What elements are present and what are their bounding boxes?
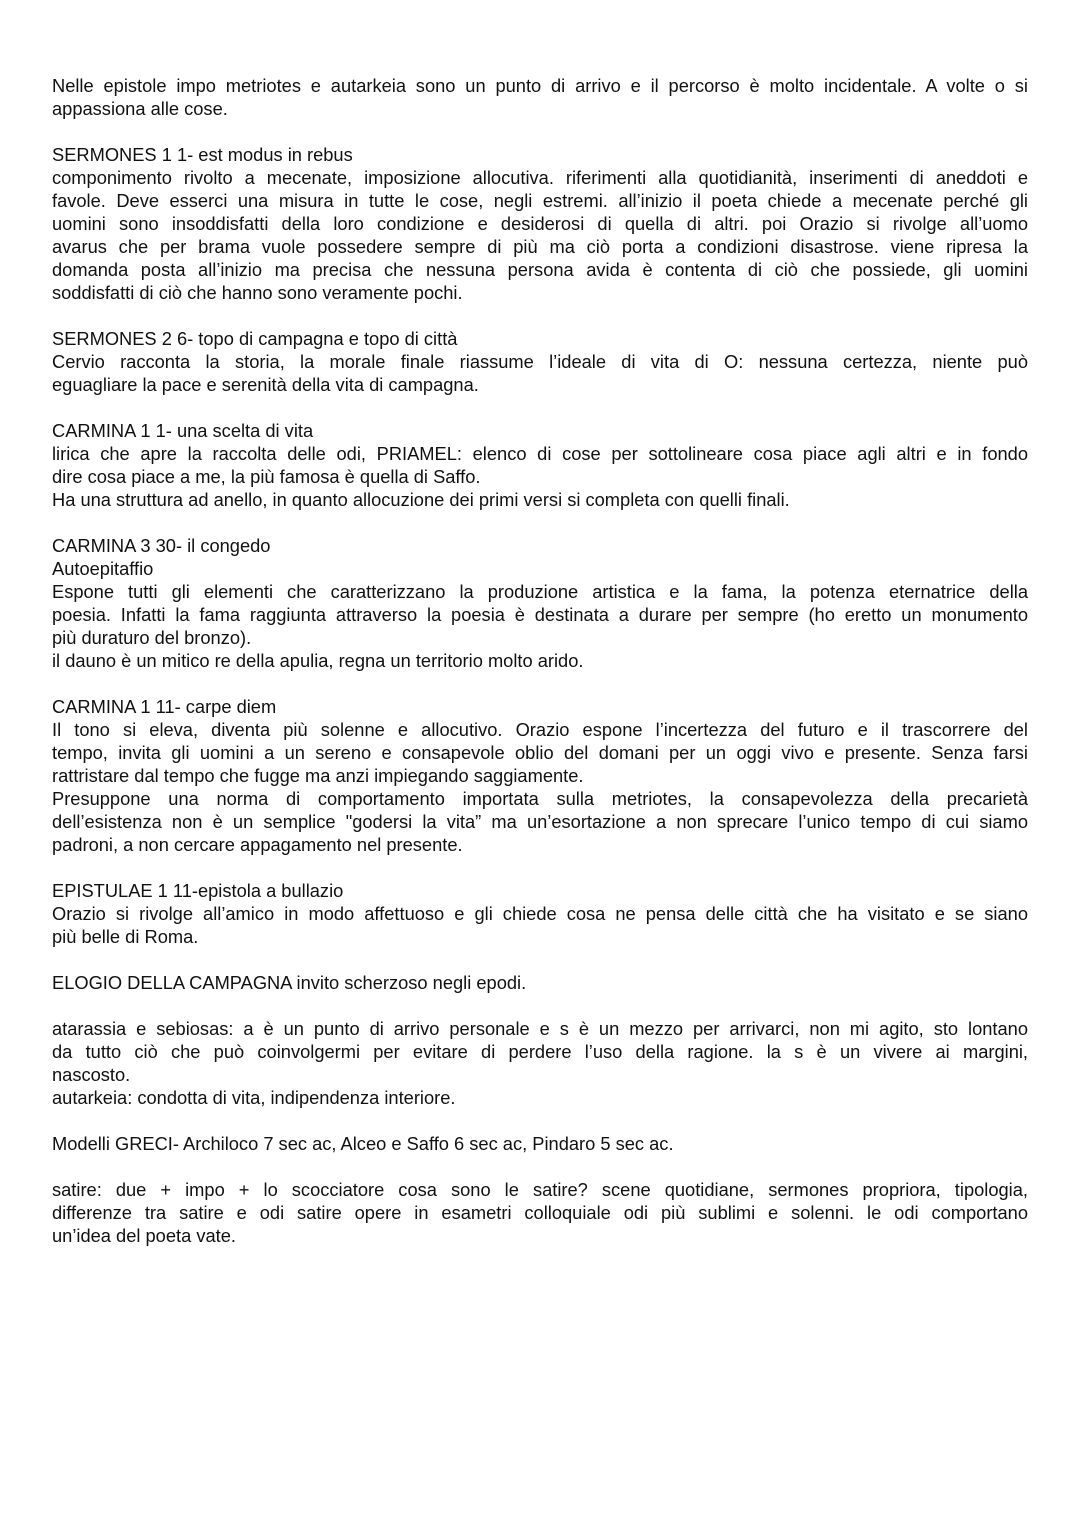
section-heading: SERMONES 2 6- topo di campagna e topo di città <box>52 328 458 349</box>
text-line: satire: due + impo + lo scocciatore cosa sono le satire? scene quotidiane, sermones propriora, tipologia, <box>52 1179 1028 1200</box>
text-line: uomini sono insoddisfatti della loro condizione e desiderosi di quella di altri. poi Orazio si rivolge all’uomo <box>52 213 1028 234</box>
text-line: Ha una struttura ad anello, in quanto allocuzione dei primi versi si completa con quelli finali. <box>52 489 790 510</box>
text-line: nascosto. <box>52 1064 131 1085</box>
text-line: un’idea del poeta vate. <box>52 1225 236 1246</box>
text-line: avarus che per brama vuole possedere sempre di più ma ciò porta a condizioni disastrose. viene ripresa la <box>52 236 1028 257</box>
text-line: rattristare dal tempo che fugge ma anzi impiegando saggiamente. <box>52 765 584 786</box>
section-heading: EPISTULAE 1 11-epistola a bullazio <box>52 880 344 901</box>
text-line: dire cosa piace a me, la più famosa è quella di Saffo. <box>52 466 481 487</box>
text-line: eguagliare la pace e serenità della vita di campagna. <box>52 374 479 395</box>
text-line: poesia. Infatti la fama raggiunta attraverso la poesia è destinata a durare per sempre (ho eretto un monumento <box>52 604 1028 625</box>
text-line: Nelle epistole impo metriotes e autarkeia sono un punto di arrivo e il percorso è molto incidentale. A volte o si <box>52 75 1028 96</box>
section-epistulae-1-11 <box>52 879 1028 948</box>
section-heading: CARMINA 3 30- il congedo <box>52 535 271 556</box>
section-carmina-3-30 <box>52 534 1028 672</box>
section-elogio-campagna <box>52 971 1028 994</box>
text-line: Presuppone una norma di comportamento importata sulla metriotes, la consapevolezza della precarietà <box>52 788 1028 809</box>
text-line: Autoepitaffio <box>52 558 154 579</box>
text-line: da tutto ciò che può coinvolgermi per evitare di perdere l’uso della ragione. la s è un vivere ai margini, <box>52 1041 1028 1062</box>
text-line: atarassia e sebiosas: a è un punto di arrivo personale e s è un mezzo per arrivarci, non mi agito, sto lontano <box>52 1018 1028 1039</box>
section-sermones-2-6 <box>52 327 1028 396</box>
text-line: ELOGIO DELLA CAMPAGNA invito scherzoso negli epodi. <box>52 972 527 993</box>
section-heading: SERMONES 1 1- est modus in rebus <box>52 144 353 165</box>
text-line: Orazio si rivolge all’amico in modo affettuoso e gli chiede cosa ne pensa delle città che ha visitato e se siano <box>52 903 1028 924</box>
text-line: appassiona alle cose. <box>52 98 228 119</box>
text-line: favole. Deve esserci una misura in tutte le cose, negli estremi. all’inizio il poeta chiede a mecenate perché gli <box>52 190 1028 211</box>
text-line: padroni, a non cercare appagamento nel presente. <box>52 834 463 855</box>
text-line: soddisfatti di ciò che hanno sono veramente pochi. <box>52 282 463 303</box>
text-line: differenze tra satire e odi satire opere in esametri colloquiale odi più sublimi e solenni. le odi comportano <box>52 1202 1028 1223</box>
text-line: autarkeia: condotta di vita, indipendenza interiore. <box>52 1087 456 1108</box>
section-heading: CARMINA 1 1- una scelta di vita <box>52 420 314 441</box>
text-line: Espone tutti gli elementi che caratterizzano la produzione artistica e la fama, la potenza eternatrice della <box>52 581 1028 602</box>
text-line: più belle di Roma. <box>52 926 199 947</box>
section-carmina-1-11 <box>52 695 1028 856</box>
text-line: lirica che apre la raccolta delle odi, PRIAMEL: elenco di cose per sottolineare cosa piace agli altri e in fondo <box>52 443 1028 464</box>
section-heading: CARMINA 1 11- carpe diem <box>52 696 277 717</box>
section-carmina-1-1 <box>52 419 1028 511</box>
section-modelli-greci <box>52 1132 1028 1155</box>
text-line: il dauno è un mitico re della apulia, regna un territorio molto arido. <box>52 650 584 671</box>
text-line: dell’esistenza non è un semplice "godersi la vita” ma un’esortazione a non sprecare l’unico tempo di cui siamo <box>52 811 1028 832</box>
text-line: domanda posta all’inizio ma precisa che nessuna persona avida è contenta di ciò che possiede, gli uomini <box>52 259 1028 280</box>
section-sermones-1-1 <box>52 143 1028 304</box>
text-line: Il tono si eleva, diventa più solenne e allocutivo. Orazio espone l’incertezza del futuro e il trascorrere del <box>52 719 1028 740</box>
text-line: componimento rivolto a mecenate, imposizione allocutiva. riferimenti alla quotidianità, inserimenti di aneddoti e <box>52 167 1028 188</box>
text-line: Modelli GRECI- Archiloco 7 sec ac, Alceo e Saffo 6 sec ac, Pindaro 5 sec ac. <box>52 1133 674 1154</box>
document-page <box>52 74 1028 1270</box>
section-satire <box>52 1178 1028 1247</box>
section-epistole <box>52 74 1028 120</box>
text-line: Cervio racconta la storia, la morale finale riassume l’ideale di vita di O: nessuna certezza, niente può <box>52 351 1028 372</box>
text-line: tempo, invita gli uomini a un sereno e consapevole oblio del domani per un oggi vivo e presente. Senza farsi <box>52 742 1028 763</box>
text-line: più duraturo del bronzo). <box>52 627 252 648</box>
section-atarassia <box>52 1017 1028 1109</box>
